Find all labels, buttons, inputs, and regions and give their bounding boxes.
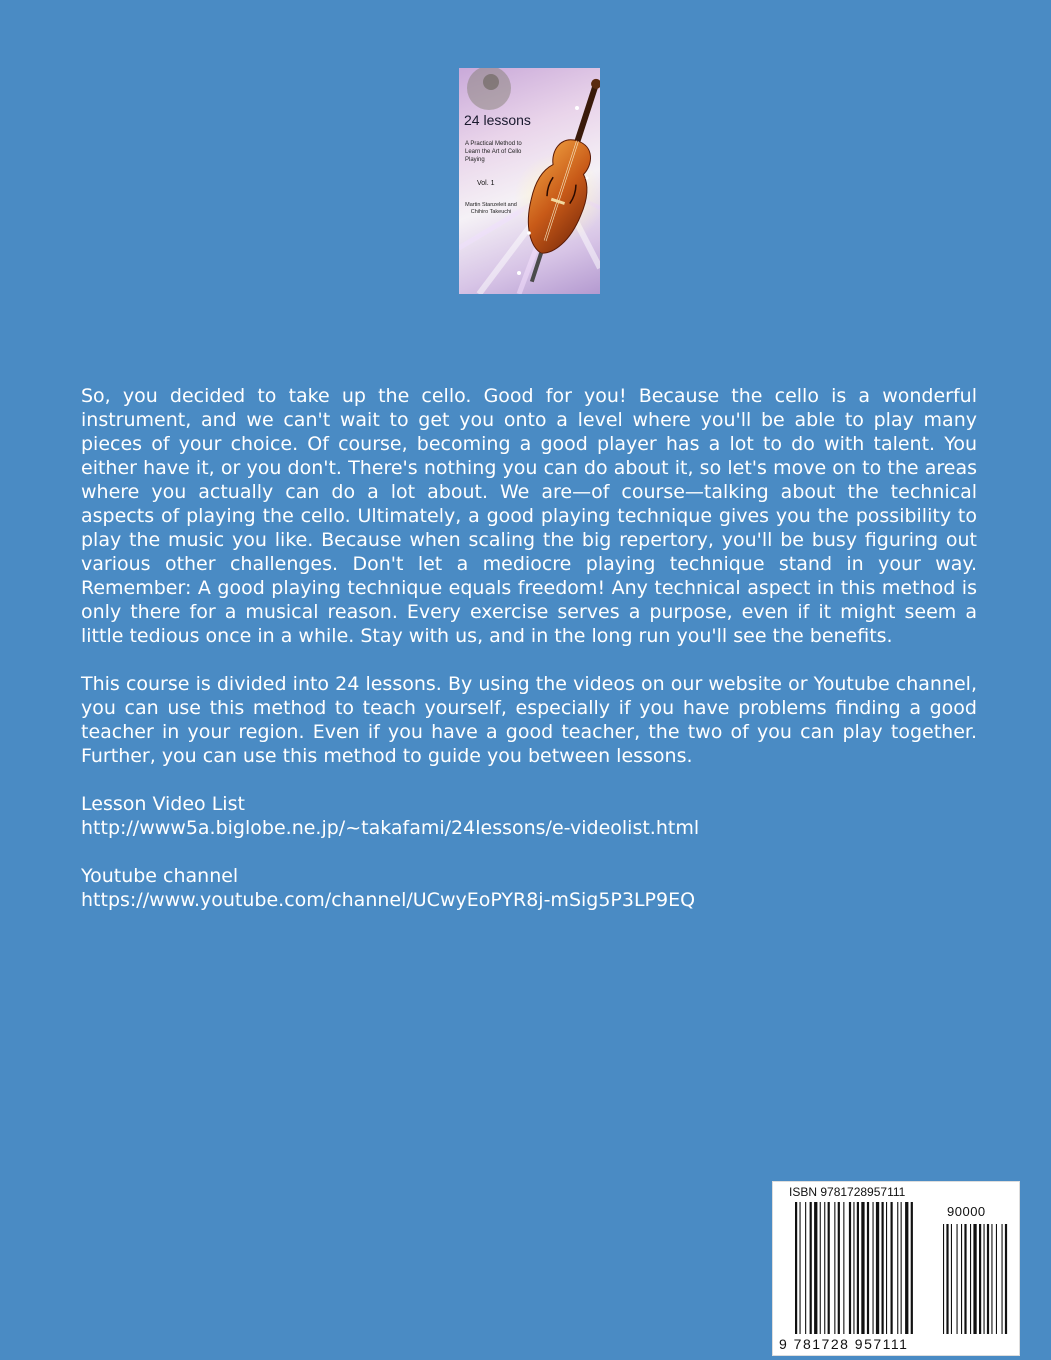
isbn-barcode — [772, 1181, 1020, 1356]
cover-volume: Vol. 1 — [477, 180, 495, 187]
cover-thumbnail — [459, 68, 600, 294]
description-paragraph: So, you decided to take up the cello. Good for you! Because the cello is a wonderful instrument, and we can't wait to get you onto a level where you'll be able to play many pieces of your choice. Of course, becoming a good player has a lot to do with talent. You either have it, or you don't. There's nothing you can do about it, so let's move on to the areas where you actually can do a lot about. We are—of course—talking about the technical aspects of playing the cello. Ultimately, a good playing technique gives you the possibility to play the music you like. Because when scaling the big repertory, you'll be busy figuring out various other challenges. Don't let a mediocre playing technique stand in your way. Remember: A good playing technique equals freedom! Any technical aspect in this method is only there for a musical reason. Every exercise serves a purpose, even if it might seem a little tedious once in a while. Stay with us, and in the long run you'll see the benefits. — [81, 385, 977, 647]
cover-subtitle: A Practical Method to Learn the Art of Cello Playing — [465, 141, 522, 163]
video-list-group — [81, 792, 977, 840]
description — [81, 384, 977, 792]
description-paragraph: This course is divided into 24 lessons. By using the videos on our website or Youtube channel, you can use this method to teach yourself, especially if you have problems finding a good teacher in your region. Even if you have a good teacher, the two of you can play together. Further, you can use this method to guide you between lessons. — [81, 673, 977, 767]
video-list-url: http://www5a.biglobe.ne.jp/~takafami/24lessons/e-videolist.html — [81, 817, 700, 839]
video-list-label: Lesson Video List — [81, 793, 245, 815]
barcode-digits: 9 781728 957111 — [779, 1336, 909, 1352]
cover-title: 24 lessons — [464, 112, 531, 128]
cover-authors: Martin Stanzeleit and Chihiro Takeuchi — [465, 202, 517, 215]
links-section — [81, 792, 977, 936]
youtube-label: Youtube channel — [81, 865, 239, 887]
youtube-url: https://www.youtube.com/channel/UCwyEoPYR8j-mSig5P3LP9EQ — [81, 889, 696, 911]
price-code: 90000 — [947, 1204, 986, 1219]
youtube-group — [81, 864, 977, 912]
isbn-label: ISBN 9781728957111 — [789, 1185, 906, 1199]
